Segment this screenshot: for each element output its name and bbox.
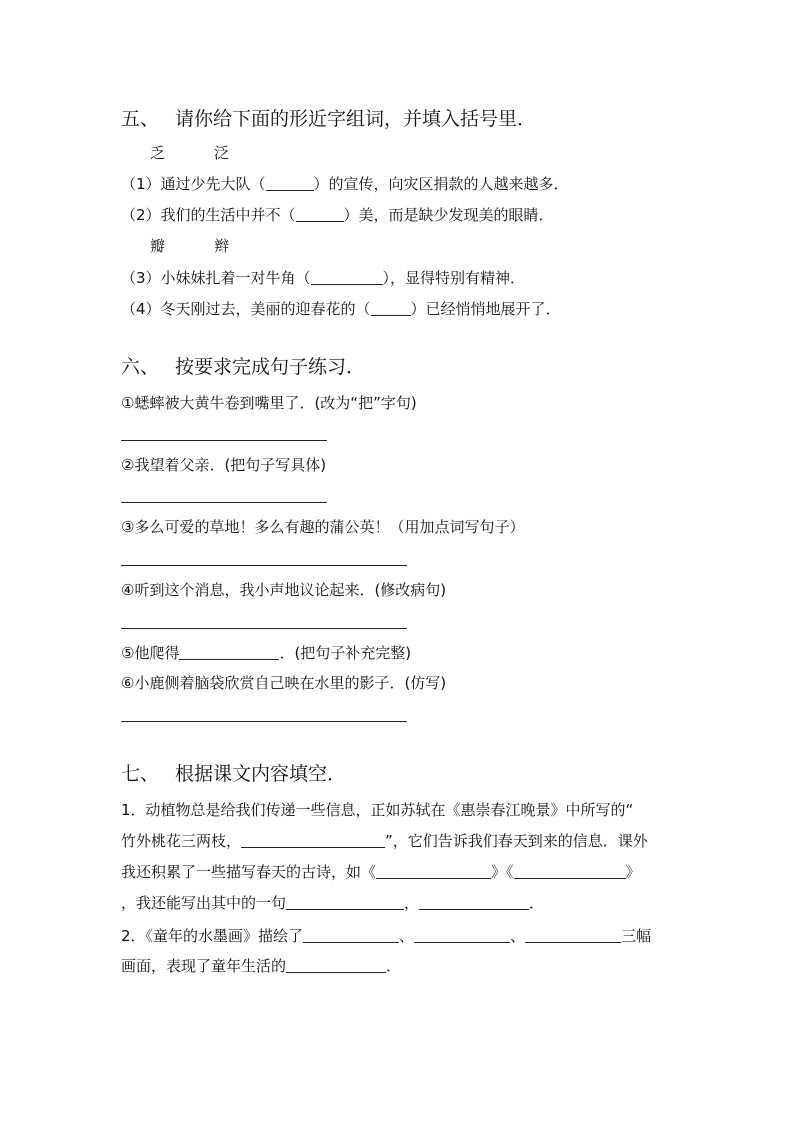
answer-line[interactable] [121,721,407,722]
exercise-2: ②我望着父亲．(把句子写具体) [121,456,327,474]
question-3: （3）小妹妹扎着一对牛角（ ），显得特别有精神． [121,269,526,287]
answer-blank[interactable] [286,895,404,910]
answer-blank[interactable] [296,209,344,222]
answer-blank[interactable] [376,864,491,879]
section-number: 六、 [121,356,160,378]
answer-line[interactable] [121,440,327,441]
answer-blank[interactable] [311,272,383,285]
char: 辫 [214,237,230,255]
exercise-4: ④听到这个消息，我小声地议论起来．(修改病句) [121,581,447,599]
char: 泛 [214,144,230,162]
answer-line[interactable] [121,565,407,566]
exercise-3: ③多么可爱的草地！多么有趣的蒲公英！（用加点词写句子） [121,518,525,536]
section-title: 按要求完成句子练习． [175,356,366,378]
answer-blank[interactable] [514,864,626,879]
fill-line-2: 竹外桃花三两枝， ”，它们告诉我们春天到来的信息．课外 [121,832,648,850]
char: 瓣 [150,237,166,255]
fill-line-3: 我还积累了一些描写春天的古诗，如《 》《 》 [121,863,641,881]
fill-line-6: 画面，表现了童年生活的 ． [121,957,402,975]
exercise-1: ①蟋蟀被大黄牛卷到嘴里了．(改为“把”字句) [121,394,417,412]
section-title: 根据课文内容填空． [175,763,347,785]
answer-blank[interactable] [371,303,411,316]
fill-line-5: 2．《童年的水墨画》描绘了 、 、 三幅 [121,927,652,945]
answer-blank[interactable] [419,895,529,910]
answer-blank[interactable] [266,178,314,191]
answer-line[interactable] [121,502,327,503]
answer-blank[interactable] [303,928,399,943]
fill-line-1: 1．动植物总是给我们传递一些信息，正如苏轼在《惠崇春江晚景》中所写的“ [121,801,634,819]
char: 乏 [150,144,166,162]
section-title: 请你给下面的形近字组词，并填入括号里． [175,108,537,130]
question-2: （2）我们的生活中并不（ ）美，而是缺少发现美的眼睛． [121,206,554,224]
section-number: 五、 [121,108,160,130]
char-pair-2 [150,239,229,254]
question-1: （1）通过少先大队（ ）的宣传，向灾区捐款的人越来越多． [121,175,569,193]
section-5-heading [121,110,536,129]
answer-blank[interactable] [286,958,386,973]
answer-line[interactable] [121,628,407,629]
section-6-heading [121,358,365,377]
answer-blank[interactable] [179,645,279,660]
fill-line-4: ，我还能写出其中的一句 ， ． [121,894,545,912]
answer-blank[interactable] [525,928,621,943]
exercise-6: ⑥小鹿侧着脑袋欣赏自己映在水里的影子．(仿写) [121,674,447,692]
answer-blank[interactable] [414,928,510,943]
char-pair-1 [150,146,229,161]
section-number: 七、 [121,763,160,785]
question-4: （4）冬天刚过去，美丽的迎春花的（ ）已经悄悄地展开了． [121,300,561,318]
exercise-5: ⑤他爬得 ．(把句子补充完整) [121,644,412,662]
answer-blank[interactable] [241,833,385,848]
section-7-heading [121,765,346,784]
